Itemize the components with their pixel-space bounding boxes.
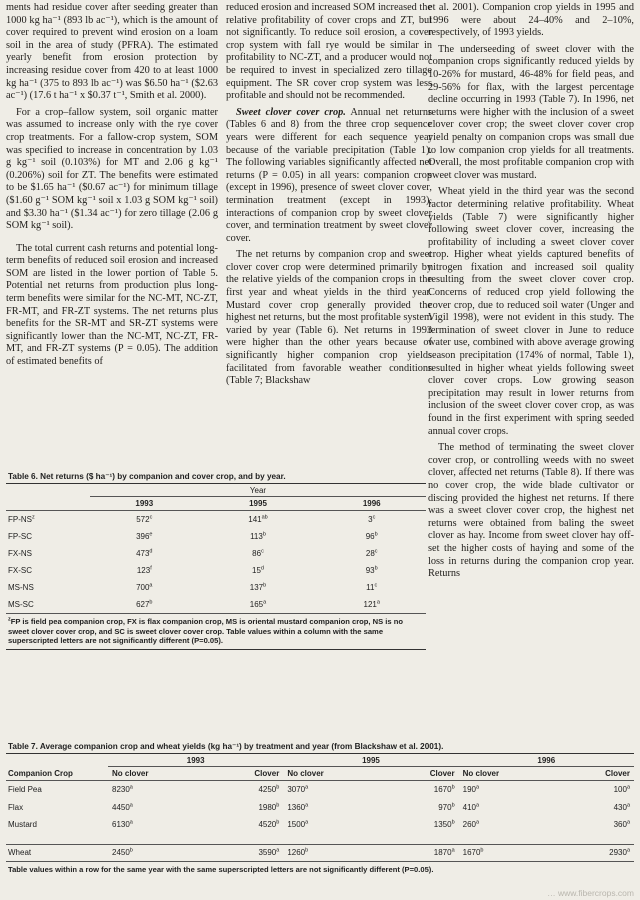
table-cell	[90, 562, 199, 579]
section-run-in-heading: Sweet clover cover crop.	[236, 106, 346, 118]
significance-letter: a	[129, 802, 133, 809]
table-cell	[90, 545, 199, 562]
table-cell	[555, 799, 634, 817]
cell-value: 473	[136, 549, 150, 558]
cell-value: 4520	[258, 820, 277, 830]
table-row	[6, 596, 426, 613]
cell-value: 1350	[433, 820, 452, 830]
table-cell	[90, 596, 199, 613]
cell-value: 3	[368, 515, 373, 524]
table-caption: Table 6. Net returns ($ ha⁻¹) by companion and cover crop, and by year.	[8, 472, 286, 481]
significance-letter: a	[149, 582, 153, 589]
table-cell	[283, 844, 380, 861]
table-cell	[205, 816, 284, 834]
cell-value: 123	[136, 566, 151, 575]
cell-value: 96	[365, 532, 375, 541]
cell-value: 113	[250, 532, 263, 541]
row-label: $FP-NS^z$	[8, 514, 35, 524]
significance-letter: b	[451, 802, 455, 809]
significance-letter: a	[305, 819, 309, 826]
table-cell	[317, 545, 426, 562]
table-cell	[317, 596, 426, 613]
table-cell	[205, 844, 284, 861]
column-header: No clover	[108, 767, 205, 781]
table-6-grid	[6, 484, 426, 613]
column-header: Clover	[555, 767, 634, 781]
cell-value: 2930	[609, 848, 627, 857]
table-cell	[459, 816, 556, 834]
row-label: MS-SC	[8, 600, 34, 609]
table-cell	[283, 816, 380, 834]
cell-value: 4450	[112, 802, 130, 812]
row-label: Field Pea	[8, 785, 42, 795]
table-row	[6, 799, 634, 817]
table-cell	[199, 596, 318, 613]
significance-letter: b	[305, 847, 309, 854]
significance-letter: e	[149, 531, 153, 538]
cell-value: 627	[136, 600, 150, 609]
column-header: 1996	[317, 497, 426, 511]
significance-letter: b	[374, 565, 378, 572]
significance-letter: b	[263, 582, 267, 589]
watermark: … www.fibercrops.com	[547, 888, 634, 898]
significance-letter: a	[276, 847, 280, 854]
cell-value: 700	[136, 583, 150, 592]
significance-letter: a	[263, 599, 267, 606]
table-cell	[555, 816, 634, 834]
significance-letter: b	[374, 531, 378, 538]
column-header: 1993	[90, 497, 199, 511]
cell-value: 1670	[462, 848, 481, 857]
cell-value: 8230	[112, 785, 130, 795]
year-header: Year	[90, 484, 426, 497]
cell-value: 1670	[433, 785, 452, 795]
table-row	[6, 816, 634, 834]
year-header: 1995	[283, 754, 458, 767]
cell-value: 260	[462, 820, 476, 830]
table-cell	[199, 579, 318, 596]
significance-letter: a	[451, 847, 455, 854]
significance-letter: b	[276, 802, 280, 809]
significance-letter: b	[451, 819, 455, 826]
cell-value: 141	[248, 515, 262, 524]
table-cell	[380, 781, 459, 799]
column-header: No clover	[283, 767, 380, 781]
table-cell	[317, 528, 426, 545]
significance-letter: c	[374, 548, 378, 555]
significance-letter: b	[276, 784, 280, 791]
footnote-text: FP is field pea companion crop, FX is flax companion crop, MS is oriental mustard companion crop, NS is no sweet clover cover crop, and SC is sweet clover cover crop. Table values within a column with the same superscripted letters are not significantly different (P=0.05).	[8, 617, 404, 646]
table-cell	[459, 799, 556, 817]
cell-value: 410	[462, 802, 476, 812]
significance-letter: c	[261, 548, 264, 555]
table-cell	[317, 579, 426, 596]
paragraph: The total current cash returns and potential long-term benefits of reduced soil erosion and increased SOM are listed in the lower portion of Table 5. Potential net returns from production plus long-term benefits were similar for the NC-MT, NC-ZT, FR-MT, and FR-ZT systems. The net returns plus benefits for the SR-MT and SR-ZT systems were significantly lower than the NC-MT, NC-ZT, FR-MT, and FR-ZT systems (P = 0.05). The addition of estimated benefits of	[6, 242, 218, 368]
row-label: Wheat	[6, 844, 108, 861]
text-column-1	[6, 2, 218, 369]
footnote-marker: z	[32, 514, 35, 521]
table-caption: Table 7. Average companion crop and wheat yields (kg ha⁻¹) by treatment and year (from Blackshaw et al. 2001).	[8, 742, 444, 751]
paragraph	[226, 107, 432, 246]
significance-letter: b	[129, 847, 133, 854]
table-row	[6, 579, 426, 596]
cell-value: 1260	[287, 848, 306, 857]
table-cell	[555, 781, 634, 799]
table-cell	[459, 844, 556, 861]
year-header: 1996	[459, 754, 634, 767]
table-cell	[555, 844, 634, 861]
cell-value: 86	[252, 549, 262, 558]
table-row	[6, 545, 426, 562]
table-cell	[459, 781, 556, 799]
table-cell	[283, 799, 380, 817]
table-cell	[199, 511, 318, 529]
significance-letter: c	[149, 514, 153, 521]
paragraph-body: Annual net returns (Tables 6 and 8) from the three crop sequence years were different for each sequence year because of the variable precipitation (Table 1). The following variables significantly affected net returns (P = 0.05) in all years: companion crop (except in 1996), presence of sweet clover cover, termination treatment (except in 1993), interactions of companion crop by sweet clover cover, and termination treatment by sweet clover cover.	[226, 106, 432, 244]
significance-letter: a	[626, 802, 630, 809]
table-cell	[317, 562, 426, 579]
table-cell	[108, 816, 205, 834]
paragraph: reduced erosion and increased SOM increased the relative profitability of cover crops and ZT, but not significantly. To reduce soil erosion, a cover crop system with fall rye would be similar in profitability to NC-ZT, and a producer would not be required to invest in specialized zero tillage equipment. The SR cover crop system was less profitable and should not be recommended.	[226, 2, 432, 102]
paragraph: et al. 2001). Companion crop yields in 1995 and 1996 were about 24–40% and 2–10%, respectively, of 1993 yields.	[428, 2, 634, 39]
row-label: FX-NS	[8, 549, 32, 558]
column-header: Clover	[205, 767, 284, 781]
significance-letter: a	[129, 819, 133, 826]
row-label: FX-SC	[8, 566, 32, 575]
cell-value: 430	[613, 802, 627, 812]
significance-letter: b	[480, 847, 484, 854]
column-header: 1995	[199, 497, 318, 511]
significance-letter: a	[129, 784, 133, 791]
significance-letter: b	[276, 819, 280, 826]
significance-letter: a	[475, 819, 480, 826]
table-cell	[317, 511, 426, 529]
cell-value: 165	[249, 600, 264, 609]
paragraph: The method of terminating the sweet clover cover crop, or controlling weeds with no sweet clover, affected net returns (Table 8). If there was no cover crop, the wide blade cultivator or discing provided the highest net returns. If there was a sweet clover cover crop, the highest net returns were obtained from baling the sweet clover as hay. Income from sweet clover hay off-set the higher costs of haying and some of the loss in returns during the companion crop year. Returns	[428, 442, 634, 580]
table-cell	[199, 562, 318, 579]
paragraph: The net returns by companion crop and sweet clover cover crop were determined primarily by the relative yields of the companion crops in the first year and wheat yields in the third year. Mustard cover crop generally provided the highest net returns, but the most profitable system varied by year (Table 6). Net returns in 1993 were higher than the other years because of significantly higher companion crop yields facilitated from favorable weather conditions (Table 7; Blackshaw	[226, 249, 432, 387]
table-cell	[90, 528, 199, 545]
paragraph: The underseeding of sweet clover with the companion crops significantly reduced yields by 10-26% for mustard, 46-48% for field peas, and 29-56% for flax, with the largest percentage decline occurring in 1993 (Table 7). In 1996, net returns were higher with the inclusion of a sweet clover cover crop; the sweet clover cover crop yield penalty on companion crops was small due to low companion crop yields for all treatments. Overall, the most profitable companion crop with sweet clover was mustard.	[428, 43, 634, 181]
table-cell	[90, 579, 199, 596]
significance-letter: a	[626, 819, 630, 826]
row-label: Flax	[8, 802, 24, 812]
table-cell	[108, 844, 205, 861]
cell-value: 100	[613, 785, 627, 795]
significance-letter: a	[305, 802, 309, 809]
table-row	[6, 844, 634, 861]
cell-value: 190	[462, 785, 476, 795]
table-cell	[205, 781, 284, 799]
significance-letter: a	[475, 784, 480, 791]
column-header: Clover	[380, 767, 459, 781]
row-label: FP-SC	[8, 532, 32, 541]
table-cell	[380, 816, 459, 834]
cell-value: 396	[136, 532, 150, 541]
table-7	[6, 739, 634, 897]
year-header: 1993	[108, 754, 283, 767]
significance-letter: f	[150, 565, 152, 572]
significance-letter: c	[372, 514, 376, 521]
row-label: MS-NS	[8, 583, 34, 592]
column-header: No clover	[459, 767, 556, 781]
significance-letter: d	[260, 565, 264, 572]
table-row	[6, 781, 634, 799]
cell-value: 360	[613, 820, 627, 830]
table-cell	[380, 799, 459, 817]
table-cell	[205, 799, 284, 817]
cell-value: 1500	[287, 820, 306, 830]
paragraph: ments had residue cover after seeding greater than 1000 kg ha⁻¹ (893 lb ac⁻¹), which is the amount of cover required to prevent wind erosion on a loam soil in the area of study (PFRA). The estimated yearly benefit from erosion protection by increasing residue cover from 420 to at least 1000 kg ha⁻¹ (375 to 893 lb ac⁻¹) was $6.50 ha⁻¹ ($2.63 ac⁻¹) (17.6 t ha⁻¹ x $0.37 t⁻¹, Smith et al. 2000).	[6, 2, 218, 102]
significance-letter: c	[374, 582, 378, 589]
significance-letter: b	[149, 599, 153, 606]
significance-letter: a	[626, 784, 630, 791]
table-cell	[380, 844, 459, 861]
cell-value: 1870	[433, 848, 452, 857]
paragraph: Wheat yield in the third year was the second factor determining relative profitability. Wheat yields (Table 7) were significantly higher following sweet clover cover, increasing the profitability of including a sweet clover cover crop. Higher wheat yields captured benefits of nitrogen fixation and increased soil quality resulting from the sweet clover cover crop. Concerns of reduced crop yield following the cover crop, due to reduced soil water (Unger and Vigil 1998), were not evident in this study. The termination of sweet clover in June to reduce water use, combined with above average growing season precipitation (174% of normal, Table 1), resulted in higher wheat yields following sweet clover cover crops. Low growing season precipitation may result in lower returns from inclusion of the sweet clover cover crop, as was found in the first experiment with spring seeded annual cover crops.	[428, 186, 634, 437]
cell-value: 28	[365, 549, 375, 558]
cell-value: 572	[136, 515, 150, 524]
cell-value: 6130	[112, 820, 130, 830]
table-cell	[108, 781, 205, 799]
significance-letter: b	[451, 784, 455, 791]
spacer-row	[6, 834, 634, 845]
significance-letter: a	[376, 599, 380, 606]
significance-letter: b	[262, 531, 266, 538]
table-6	[6, 469, 426, 650]
row-label: Mustard	[8, 820, 37, 830]
cell-value: 1980	[258, 802, 277, 812]
cell-value: 137	[249, 583, 264, 592]
cell-value: 3070	[287, 785, 306, 795]
paragraph: For a crop–fallow system, soil organic matter was assumed to increase only with the rye cover crop treatments. For a fallow-crop system, SOM was specified to increase in concentration by 1.03 g kg⁻¹ soil (0.103%) for MT and 2.06 g kg⁻¹ (0.206%) soil for ZT. The benefits were estimated to be $1.65 ha⁻¹ ($0.67 ac⁻¹) for minimum tillage ($1.60 g⁻¹ SOM kg⁻¹ soil x 1.03 g SOM kg⁻¹ soil) and $3.30 ha⁻¹ ($1.34 ac⁻¹) for zero tillage (2.06 g SOM kg⁻¹ soil).	[6, 106, 218, 232]
table-row	[6, 562, 426, 579]
significance-letter: d	[149, 548, 153, 555]
table-footnote: Table values within a row for the same year with the same superscripted letters are not significantly different (P=0.05).	[8, 864, 434, 874]
cell-value: 3590	[258, 848, 277, 857]
table-row	[6, 528, 426, 545]
cell-value: 121	[363, 600, 377, 609]
cell-value: 1360	[287, 802, 306, 812]
significance-letter: a	[305, 784, 309, 791]
cell-value: 15	[252, 566, 261, 575]
cell-value: 11	[366, 583, 375, 592]
table-cell	[199, 545, 318, 562]
table-row	[6, 511, 426, 529]
significance-letter: a	[475, 802, 480, 809]
text-column-2	[226, 2, 432, 388]
row-header: Companion Crop	[6, 767, 108, 781]
significance-letter: ab	[261, 514, 268, 521]
table-cell	[199, 528, 318, 545]
significance-letter: a	[626, 847, 630, 854]
table-cell	[283, 781, 380, 799]
text-column-3	[428, 2, 634, 581]
table-cell	[90, 511, 199, 529]
cell-value: 93	[365, 566, 375, 575]
footnote-marker: z	[8, 616, 11, 623]
cell-value: 2450	[112, 848, 130, 857]
table-footnote	[6, 614, 426, 646]
cell-value: 4250	[258, 785, 277, 795]
cell-value: 970	[438, 802, 452, 812]
table-7-grid	[6, 754, 634, 861]
table-cell	[108, 799, 205, 817]
